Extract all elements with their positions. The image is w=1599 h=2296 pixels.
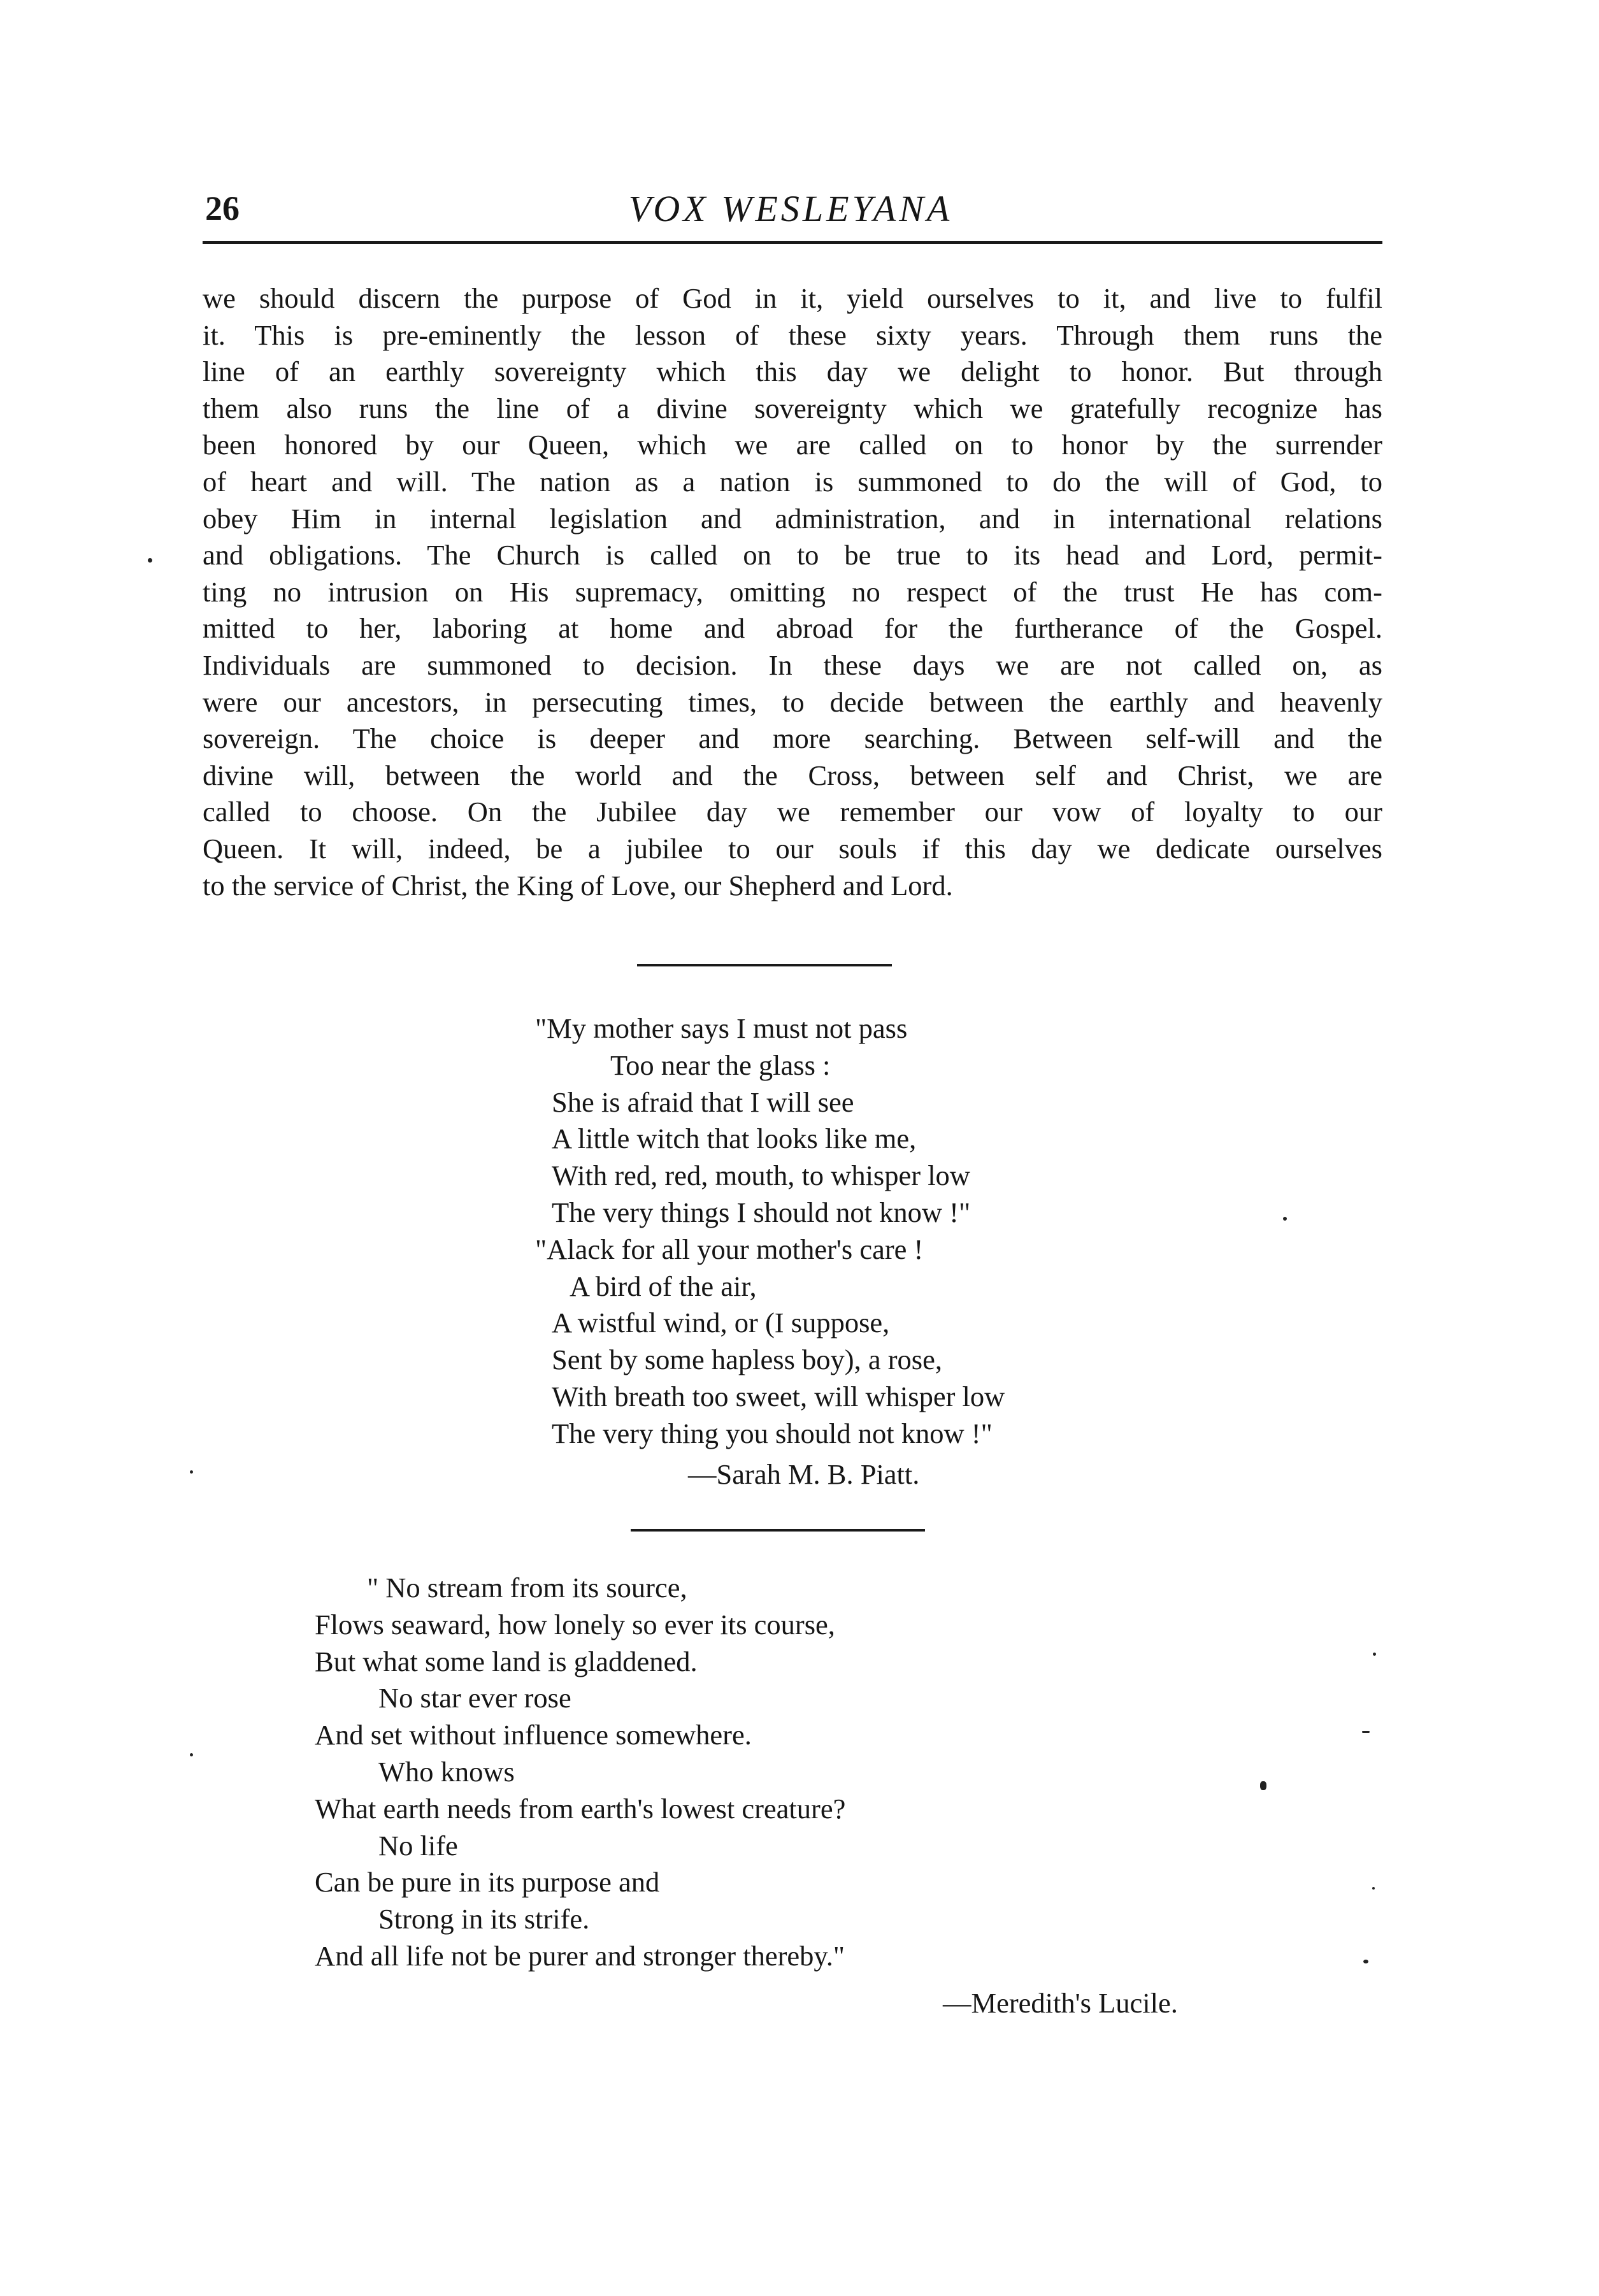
prose-line: obey Him in internal legislation and administration, and in international relations	[203, 502, 1382, 535]
prose-line: Queen. It will, indeed, be a jubilee to our souls if this day we dedicate ourselves	[203, 832, 1382, 865]
prose-line: mitted to her, laboring at home and abroad for the furtherance of the Gospel.	[203, 612, 1382, 645]
scan-speck	[1260, 1781, 1266, 1790]
verse-line: With breath too sweet, will whisper low	[552, 1380, 1005, 1412]
attribution-piatt: —Sarah M. B. Piatt.	[688, 1458, 920, 1490]
verse-line: " No stream from its source,	[367, 1572, 687, 1604]
verse-line: Flows seaward, how lonely so ever its course,	[315, 1608, 835, 1640]
verse-line: A wistful wind, or (I suppose,	[552, 1307, 890, 1339]
prose-line: been honored by our Queen, which we are called on to honor by the surrender	[203, 429, 1382, 461]
prose-line: line of an earthly sovereignty which this day we delight to honor. But through	[203, 355, 1382, 388]
prose-line: called to choose. On the Jubilee day we remember our vow of loyalty to our	[203, 796, 1382, 828]
prose-line: sovereign. The choice is deeper and more searching. Between self-will and the	[203, 722, 1382, 755]
prose-line: of heart and will. The nation as a nation is summoned to do the will of God, to	[203, 465, 1382, 498]
prose-line: we should discern the purpose of God in it, yield ourselves to it, and live to fulfil	[203, 282, 1382, 314]
verse-line: With red, red, mouth, to whisper low	[552, 1159, 970, 1192]
prose-line: to the service of Christ, the King of Love, our Shepherd and Lord.	[203, 869, 953, 901]
verse-line: A bird of the air,	[570, 1270, 757, 1302]
scan-speck	[1283, 1217, 1287, 1221]
section-divider	[631, 1529, 925, 1532]
page-number: 26	[205, 189, 240, 227]
prose-line: ting no intrusion on His supremacy, omitting no respect of the trust He has com-	[203, 575, 1382, 608]
scan-speck	[190, 1470, 193, 1474]
verse-line: Who knows	[378, 1755, 515, 1788]
verse-line: She is afraid that I will see	[552, 1086, 854, 1118]
poem-piatt	[535, 1010, 1005, 1453]
verse-line: Too near the glass :	[610, 1049, 831, 1081]
prose-line: and obligations. The Church is called on to be true to its head and Lord, permit-	[203, 539, 1382, 571]
scan-speck	[1363, 1960, 1368, 1963]
verse-line: The very thing you should not know !"	[552, 1417, 993, 1449]
verse-line: No life	[378, 1829, 458, 1862]
verse-line: But what some land is gladdened.	[315, 1645, 698, 1677]
running-head: VOX WESLEYANA	[628, 188, 953, 229]
header-rule	[203, 241, 1382, 244]
poem-lucile	[315, 1570, 845, 1975]
prose-paragraph	[203, 280, 1382, 904]
prose-line: Individuals are summoned to decision. In these days we are not called on, as	[203, 649, 1382, 681]
verse-line: What earth needs from earth's lowest creature?	[315, 1792, 846, 1825]
prose-line: were our ancestors, in persecuting times, to decide between the earthly and heavenly	[203, 685, 1382, 718]
verse-line: "Alack for all your mother's care !	[535, 1233, 924, 1265]
verse-line: The very things I should not know !"	[552, 1196, 971, 1228]
verse-line: "My mother says I must not pass	[535, 1012, 908, 1044]
prose-line: them also runs the line of a divine sovereignty which we gratefully recognize has	[203, 392, 1382, 424]
prose-line: divine will, between the world and the Cross, between self and Christ, we are	[203, 759, 1382, 791]
verse-line: No star ever rose	[378, 1682, 571, 1714]
prose-line: it. This is pre-eminently the lesson of these sixty years. Through them runs the	[203, 319, 1382, 351]
verse-line: And set without influence somewhere.	[315, 1719, 752, 1751]
verse-line: Can be pure in its purpose and	[315, 1866, 660, 1898]
scan-speck	[190, 1753, 193, 1756]
verse-line: A little witch that looks like me,	[552, 1123, 917, 1155]
scan-speck	[1362, 1731, 1370, 1733]
attribution-lucile: —Meredith's Lucile.	[943, 1987, 1178, 2019]
verse-line: Strong in its strife.	[378, 1903, 590, 1935]
section-divider	[637, 964, 892, 966]
scan-speck	[148, 558, 152, 563]
scan-speck	[1373, 1653, 1376, 1656]
verse-line: Sent by some hapless boy), a rose,	[552, 1344, 943, 1376]
verse-line: And all life not be purer and stronger thereby."	[315, 1939, 845, 1972]
scan-speck	[1372, 1887, 1375, 1890]
